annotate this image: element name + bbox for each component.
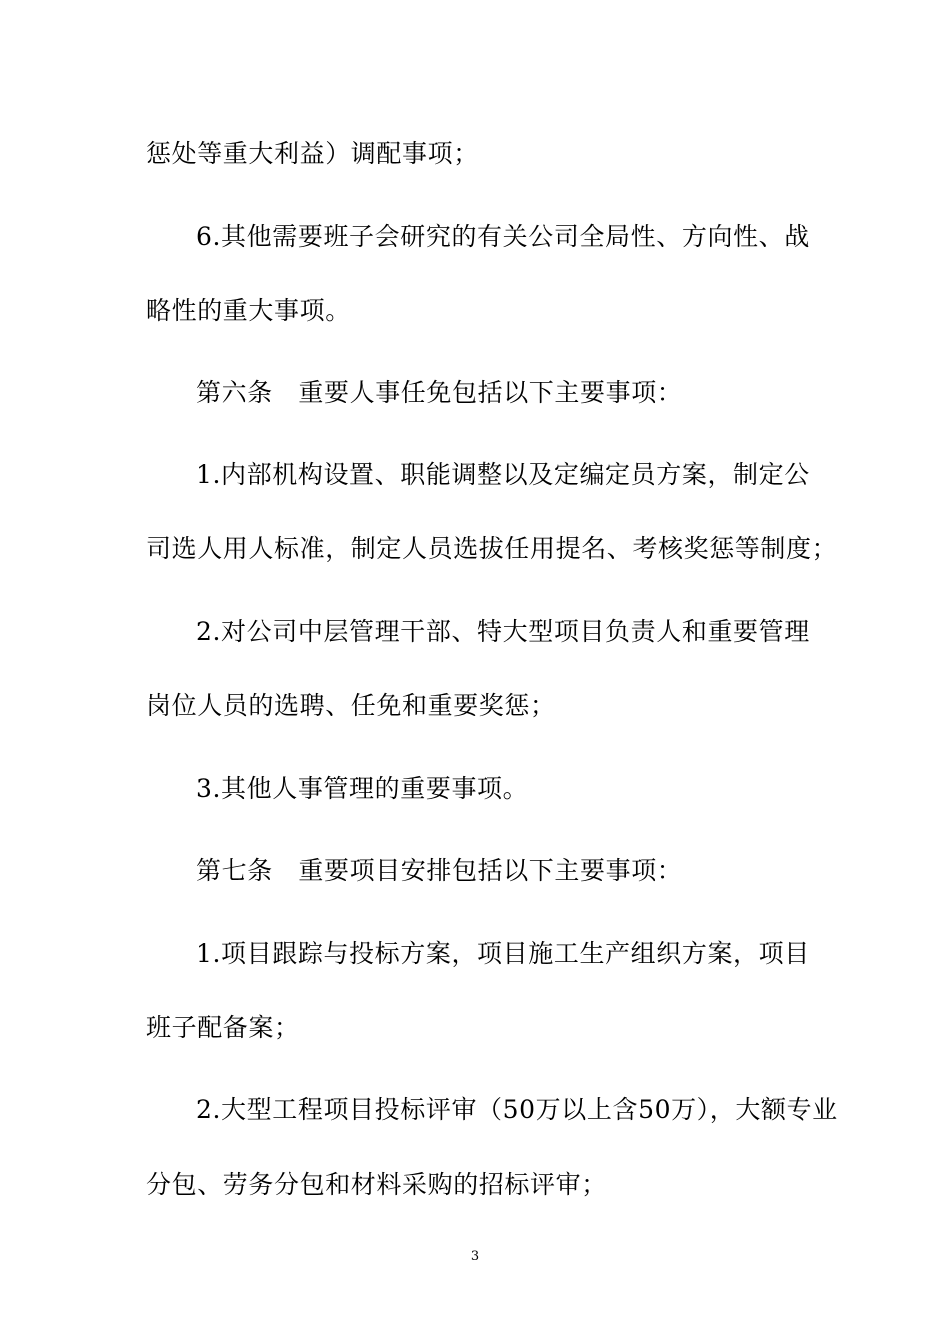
paragraph-line: 2.对公司中层管理干部、特大型项目负责人和重要管理 — [196, 617, 810, 646]
paragraph-line: 班子配备案； — [146, 1013, 300, 1042]
paragraph-line: 1.项目跟踪与投标方案，项目施工生产组织方案，项目 — [196, 939, 810, 968]
paragraph-line: 1.内部机构设置、职能调整以及定编定员方案，制定公 — [196, 460, 810, 489]
paragraph-line: 惩处等重大利益）调配事项； — [146, 139, 479, 168]
paragraph-line: 略性的重大事项。 — [146, 296, 351, 325]
article-heading: 第六条 重要人事任免包括以下主要事项： — [196, 378, 683, 407]
paragraph-line: 岗位人员的选聘、任免和重要奖惩； — [146, 691, 556, 720]
paragraph-line: 6.其他需要班子会研究的有关公司全局性、方向性、战 — [196, 222, 810, 251]
paragraph-line: 司选人用人标准，制定人员选拔任用提名、考核奖惩等制度； — [146, 534, 838, 563]
page-number: 3 — [470, 1249, 480, 1264]
paragraph-line: 3.其他人事管理的重要事项。 — [196, 774, 529, 803]
paragraph-line: 2.大型工程项目投标评审（50万以上含50万），大额专业 — [196, 1095, 838, 1124]
paragraph-line: 分包、劳务分包和材料采购的招标评审； — [146, 1170, 607, 1199]
article-heading: 第七条 重要项目安排包括以下主要事项： — [196, 856, 683, 885]
